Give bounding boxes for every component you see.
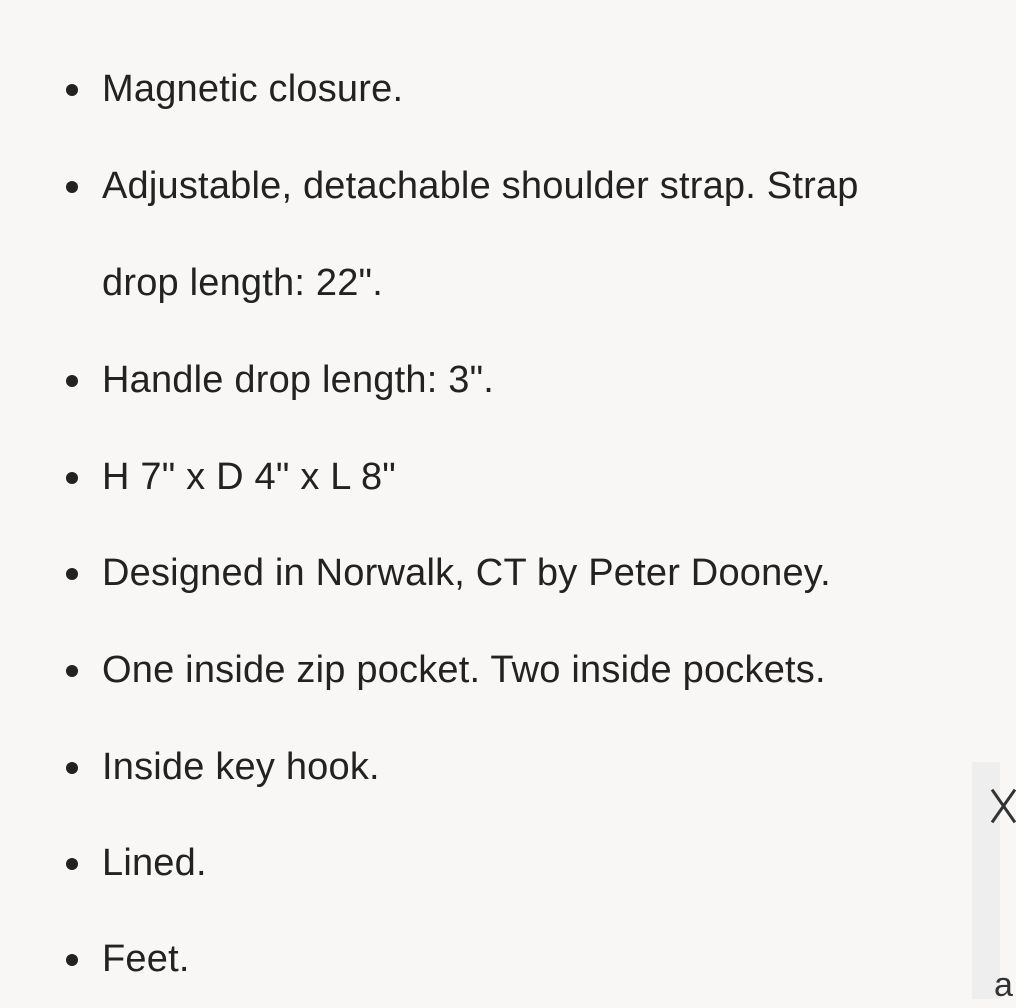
- feature-text: Handle drop length: 3".: [102, 359, 495, 401]
- bullet-icon: [66, 954, 78, 966]
- bullet-icon: [66, 568, 78, 580]
- bullet-icon: [66, 665, 78, 677]
- feature-item: [102, 719, 922, 816]
- feature-item: [102, 41, 922, 138]
- feature-item: [102, 622, 922, 719]
- feature-text: Magnetic closure.: [102, 68, 404, 110]
- feature-item: [102, 138, 902, 332]
- feature-item: [102, 911, 922, 1008]
- feature-item: [102, 525, 922, 622]
- feature-text: Inside key hook.: [102, 746, 380, 788]
- feature-item: [102, 815, 922, 912]
- feature-text: H 7" x D 4" x L 8": [102, 456, 396, 498]
- feature-text: Lined.: [102, 842, 207, 884]
- feature-item: [102, 429, 922, 526]
- feature-item: [102, 332, 922, 429]
- feature-text: Feet.: [102, 938, 190, 980]
- bullet-icon: [66, 858, 78, 870]
- close-icon[interactable]: [992, 786, 1016, 826]
- bullet-icon: [66, 472, 78, 484]
- bullet-icon: [66, 181, 78, 193]
- bullet-icon: [66, 84, 78, 96]
- feature-text: Designed in Norwalk, CT by Peter Dooney.: [102, 552, 831, 594]
- feature-text: One inside zip pocket. Two inside pockets.: [102, 649, 826, 691]
- bullet-icon: [66, 762, 78, 774]
- feature-text: Adjustable, detachable shoulder strap. Strap drop length: 22".: [102, 165, 859, 304]
- side-panel: [972, 762, 1013, 1004]
- side-panel-text: a: [994, 966, 1013, 1004]
- bullet-icon: [66, 375, 78, 387]
